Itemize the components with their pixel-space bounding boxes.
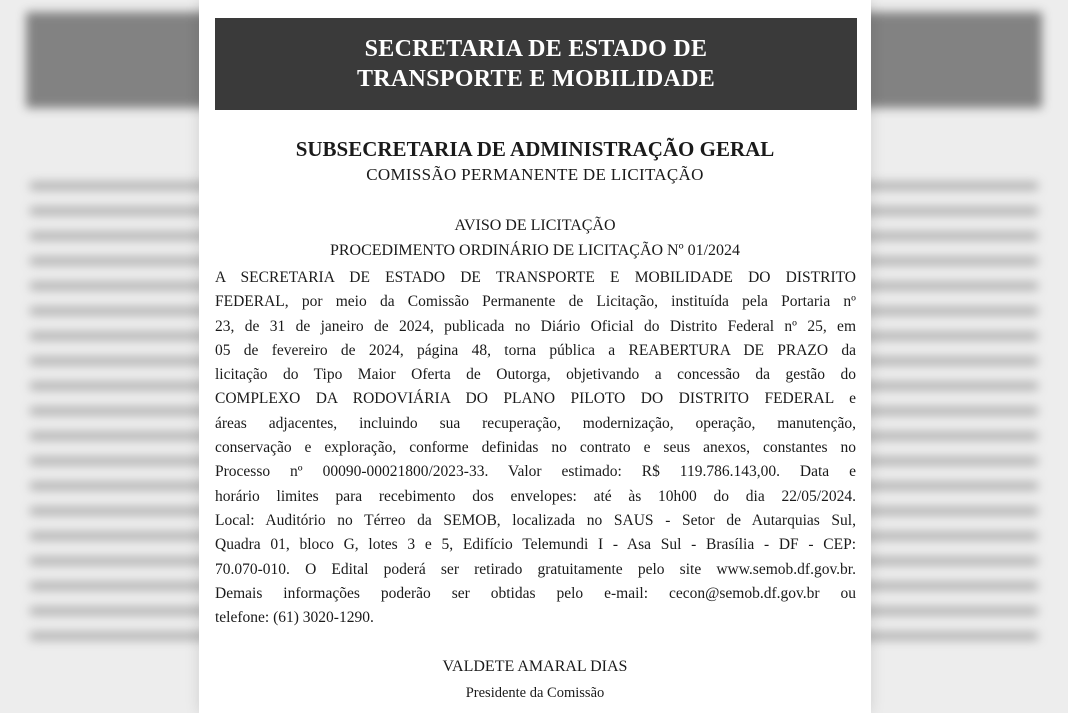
body-line: licitação do Tipo Maior Oferta de Outorga, objetivando a concessão da gestão do (215, 366, 856, 384)
body-line: áreas adjacentes, incluindo sua recuperação, modernização, operação, manutenção, (215, 414, 856, 432)
subsecretaria-title: SUBSECRETARIA DE ADMINISTRAÇÃO GERAL (295, 137, 775, 161)
header-line-1: SECRETARIA DE ESTADO DE (364, 36, 708, 62)
body-line: Local: Auditório no Térreo da SEMOB, localizada no SAUS - Setor de Autarquias Sul, (215, 511, 856, 529)
body-line: 05 de fevereiro de 2024, página 48, torna pública a REABERTURA DE PRAZO da (215, 341, 856, 359)
notice-body (215, 266, 856, 630)
body-line: Processo nº 00090-00021800/2023-33. Valor estimado: R$ 119.786.143,00. Data e (215, 463, 856, 481)
body-line: COMPLEXO DA RODOVIÁRIA DO PLANO PILOTO DO DISTRITO FEDERAL e (215, 390, 856, 408)
body-line: A SECRETARIA DE ESTADO DE TRANSPORTE E MOBILIDADE DO DISTRITO (215, 269, 856, 286)
body-line: FEDERAL, por meio da Comissão Permanente de Licitação, instituída pela Portaria nº (215, 293, 856, 311)
procedimento-title: PROCEDIMENTO ORDINÁRIO DE LICITAÇÃO Nº 01/2024 (329, 242, 741, 259)
body-line: 70.070-010. O Edital poderá ser retirado gratuitamente pelo site www.semob.df.gov.br. (215, 560, 856, 578)
comissao-subtitle: COMISSÃO PERMANENTE DE LICITAÇÃO (366, 165, 704, 184)
body-line: horário limites para recebimento dos envelopes: até às 10h00 do dia 22/05/2024. (215, 487, 856, 505)
header-banner (215, 18, 857, 110)
signer-role: Presidente da Comissão (465, 685, 605, 701)
signer-name: VALDETE AMARAL DIAS (442, 658, 628, 675)
notice-document (199, 0, 871, 713)
body-line: 23, de 31 de janeiro de 2024, publicada no Diário Oficial do Distrito Federal nº 25, em (215, 317, 856, 335)
header-line-2: TRANSPORTE E MOBILIDADE (356, 66, 716, 92)
body-line: Demais informações poderão ser obtidas pelo e-mail: cecon@semob.df.gov.br ou (215, 584, 856, 602)
body-line: telefone: (61) 3020-1290. (215, 609, 374, 627)
body-line: Quadra 01, bloco G, lotes 3 e 5, Edifício Telemundi I - Asa Sul - Brasília - DF - CEP: (215, 536, 856, 554)
aviso-title: AVISO DE LICITAÇÃO (454, 217, 616, 234)
body-line: conservação e exploração, conforme definidas no contrato e seus anexos, constantes no (215, 439, 856, 457)
